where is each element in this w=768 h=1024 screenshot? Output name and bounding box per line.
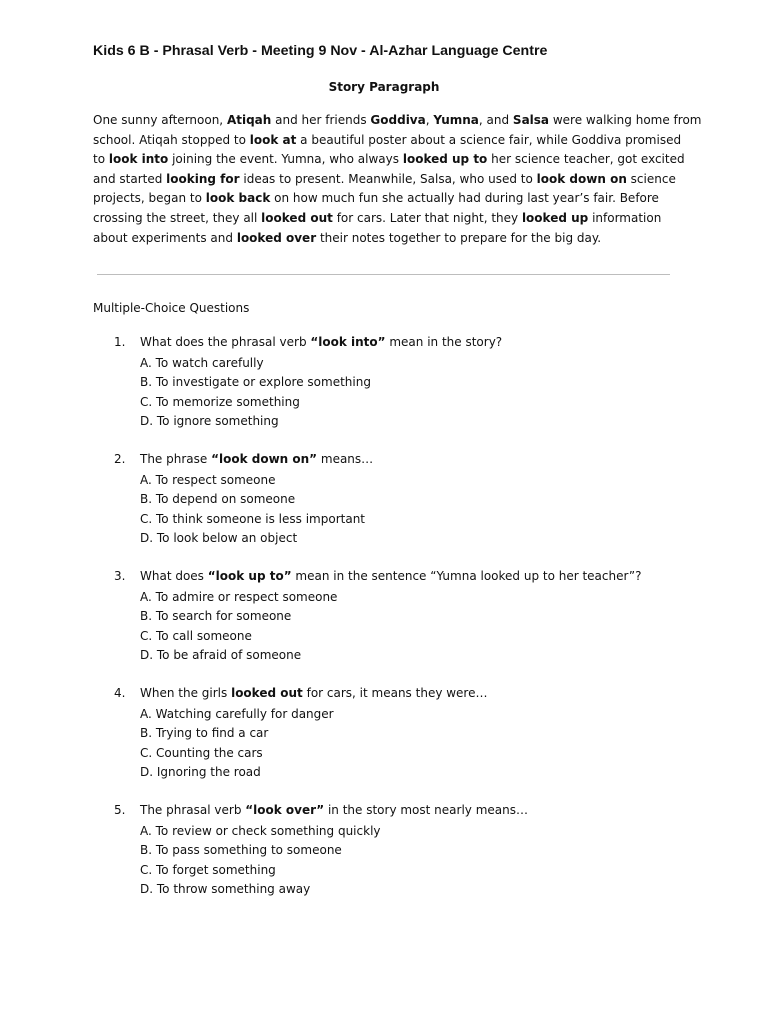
answer-option: C. To memorize something xyxy=(140,394,300,409)
question-text: mean in the story? xyxy=(385,335,503,349)
story-phrase-bold: look at xyxy=(249,132,297,147)
question-text: means… xyxy=(317,452,374,466)
answer-option: B. Trying to find a car xyxy=(140,726,269,740)
answer-option: B. To depend on someone xyxy=(140,492,296,506)
story-text: One sunny afternoon, xyxy=(93,113,227,127)
story-text: ideas to present. Meanwhile, Salsa, who used to xyxy=(239,171,537,186)
story-text: , xyxy=(425,113,434,127)
answer-option: C. Counting the cars xyxy=(140,745,263,760)
question-item xyxy=(0,334,768,451)
answer-options xyxy=(140,354,371,432)
question-item xyxy=(0,802,768,919)
story-phrase-bold: looked up to xyxy=(402,152,488,167)
story-phrase-bold: Salsa xyxy=(512,113,550,127)
question-text: The phrasal verb xyxy=(140,803,246,817)
story-line xyxy=(93,229,683,249)
story-text: were walking home from xyxy=(549,113,702,127)
story-phrase-bold: Yumna xyxy=(433,113,479,127)
question-stem xyxy=(140,685,488,702)
story-phrase-bold: look into xyxy=(108,152,169,167)
question-phrase-bold: looked out xyxy=(231,686,303,700)
question-item xyxy=(0,685,768,802)
story-phrase-bold: Goddiva xyxy=(370,113,426,127)
answer-option: C. To call someone xyxy=(140,628,252,643)
story-text: a beautiful poster about a science fair, while Goddiva promised xyxy=(296,132,682,147)
question-text: in the story most nearly means… xyxy=(324,803,528,817)
story-phrase-bold: looking for xyxy=(166,171,240,186)
question-number: 2. xyxy=(114,452,126,466)
answer-option: D. To throw something away xyxy=(140,882,311,896)
answer-option: A. To respect someone xyxy=(140,472,276,487)
question-number: 3. xyxy=(114,569,126,583)
question-stem xyxy=(140,334,502,351)
answer-option: D. To be afraid of someone xyxy=(140,648,302,662)
story-text: science xyxy=(626,171,676,186)
story-line xyxy=(93,150,683,170)
story-text: on how much fun she actually had during last year’s fair. Before xyxy=(270,191,659,206)
story-text: school. Atiqah stopped to xyxy=(93,132,250,147)
section-title-story: Story Paragraph xyxy=(328,80,440,94)
story-text: for cars. Later that night, they xyxy=(332,210,522,225)
story-line xyxy=(93,131,683,151)
story-text: their notes together to prepare for the big day. xyxy=(316,230,602,245)
story-text: about experiments and xyxy=(93,230,237,245)
answer-option: D. To look below an object xyxy=(140,531,298,545)
section-title-mcq: Multiple-Choice Questions xyxy=(93,301,250,315)
question-item xyxy=(0,451,768,568)
question-phrase-bold: “look into” xyxy=(310,335,386,349)
question-phrase-bold: “look up to” xyxy=(207,569,292,583)
story-phrase-bold: looked up xyxy=(521,210,589,225)
answer-option: A. To watch carefully xyxy=(140,355,264,370)
story-line xyxy=(93,170,683,190)
story-line xyxy=(93,209,683,229)
story-text: joining the event. Yumna, who always xyxy=(168,152,403,167)
story-phrase-bold: look back xyxy=(205,191,271,206)
question-text: What does xyxy=(140,569,208,583)
story-phrase-bold: Atiqah xyxy=(226,113,272,127)
question-text: The phrase xyxy=(140,452,212,466)
answer-option: B. To pass something to someone xyxy=(140,843,342,857)
question-number: 1. xyxy=(114,335,126,349)
story-phrase-bold: looked over xyxy=(236,230,317,245)
answer-option: D. To ignore something xyxy=(140,414,279,428)
answer-option: A. To admire or respect someone xyxy=(140,589,338,604)
answer-option: B. To search for someone xyxy=(140,609,292,623)
story-phrase-bold: look down on xyxy=(536,171,627,186)
story-text: her science teacher, got excited xyxy=(487,152,685,167)
story-text: and started xyxy=(93,171,167,186)
answer-options xyxy=(140,471,365,549)
horizontal-divider xyxy=(97,274,670,275)
question-text: What does the phrasal verb xyxy=(140,335,311,349)
question-phrase-bold: “look over” xyxy=(245,803,325,817)
story-line xyxy=(93,111,702,131)
question-stem xyxy=(140,568,642,585)
document-title: Kids 6 B - Phrasal Verb - Meeting 9 Nov - Al-Azhar Language Centre xyxy=(93,43,548,59)
story-line xyxy=(93,189,683,209)
answer-options xyxy=(140,705,334,783)
story-text: crossing the street, they all xyxy=(93,210,262,225)
story-phrase-bold: looked out xyxy=(261,210,333,225)
question-number: 5. xyxy=(114,803,126,817)
question-list xyxy=(0,334,768,919)
question-number: 4. xyxy=(114,686,126,700)
answer-option: B. To investigate or explore something xyxy=(140,375,371,389)
question-stem xyxy=(140,802,528,819)
question-text: for cars, it means they were… xyxy=(302,686,488,700)
answer-option: C. To think someone is less important xyxy=(140,511,365,526)
story-text: , and xyxy=(478,113,513,127)
answer-option: C. To forget something xyxy=(140,862,276,877)
answer-option: A. To review or check something quickly xyxy=(140,823,381,838)
story-paragraph xyxy=(93,111,702,248)
story-text: information xyxy=(588,210,662,225)
story-text: and her friends xyxy=(271,113,371,127)
question-text: When the girls xyxy=(140,686,232,700)
answer-options xyxy=(140,588,337,666)
answer-option: A. Watching carefully for danger xyxy=(140,706,334,721)
question-stem xyxy=(140,451,373,468)
story-text: to xyxy=(93,152,109,167)
question-item xyxy=(0,568,768,685)
answer-options xyxy=(140,822,381,900)
answer-option: D. Ignoring the road xyxy=(140,765,261,779)
question-phrase-bold: “look down on” xyxy=(211,452,318,466)
question-text: mean in the sentence “Yumna looked up to her teacher”? xyxy=(291,569,642,583)
story-text: projects, began to xyxy=(93,191,206,206)
